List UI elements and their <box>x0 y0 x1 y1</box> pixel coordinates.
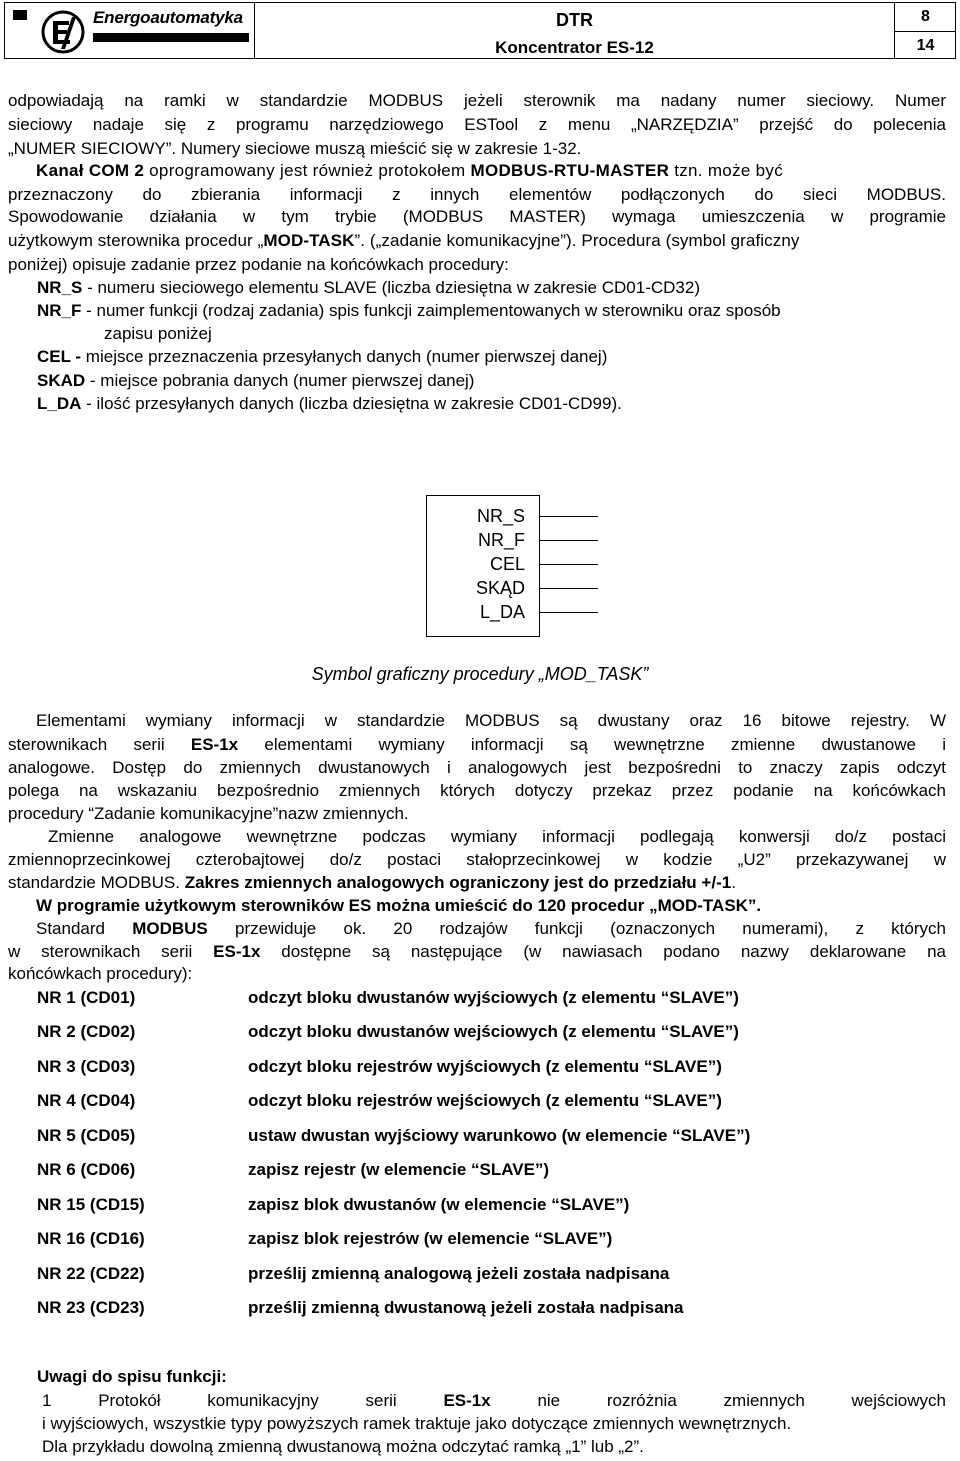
text-line: procedury “Zadanie komunikacyjne”nazw zmiennych. <box>8 804 409 823</box>
text-span: 1 Protokół komunikacyjny serii <box>42 1391 444 1410</box>
text-line <box>8 230 946 251</box>
text-span: sterownikach serii <box>8 735 191 754</box>
definition-nr-s <box>37 277 960 298</box>
note-line <box>42 1390 946 1411</box>
text-line: końcówkach procedury): <box>8 964 193 983</box>
function-code: NR 6 (CD06) <box>37 1160 136 1179</box>
definition-text: - ilość przesyłanych danych (liczba dziesiętna w zakresie CD01-CD99). <box>81 394 622 413</box>
text-line: sieciowy nadaje się z programu narzędziowego ESTool z menu „NARZĘDZIA” przejść do polecenia <box>8 115 946 134</box>
logo-bar-right <box>93 33 249 42</box>
company-logo-icon <box>39 9 87 55</box>
symbol-terminal-line <box>540 588 598 589</box>
text-span: standardzie MODBUS. <box>8 873 185 892</box>
header-page-cell <box>895 3 956 58</box>
text-line: Elementami wymiany informacji w standardzie MODBUS są dwustany oraz 16 bitowe rejestry. W <box>36 711 946 730</box>
function-description: zapisz blok dwustanów (w elemencie “SLAVE”) <box>248 1195 630 1214</box>
text-span: . <box>731 873 736 892</box>
function-description: prześlij zmienną dwustanową jeżeli została nadpisana <box>248 1298 684 1317</box>
definition-text: miejsce przeznaczenia przesyłanych danych (numer pierwszej danej) <box>81 347 608 366</box>
text-line: analogowe. Dostęp do zmiennych dwustanowych i analogowych jest bezpośredni to znaczy zapis odczyt <box>8 758 946 777</box>
function-description: zapisz blok rejestrów (w elemencie “SLAVE”) <box>248 1229 613 1248</box>
function-code: NR 5 (CD05) <box>37 1126 136 1145</box>
header-title-cell <box>255 3 895 58</box>
definition-skad <box>37 370 960 391</box>
notes-title: Uwagi do spisu funkcji: <box>37 1367 227 1386</box>
function-description: prześlij zmienną analogową jeżeli została nadpisana <box>248 1264 670 1283</box>
mod-task-symbol-box <box>426 495 540 637</box>
symbol-terminal-line <box>540 540 598 541</box>
text-line: zmiennoprzecinkowej czterobajtowej do/z postaci stałoprzecinkowej w kodzie „U2” przekazywanej w <box>8 850 946 869</box>
text-line: przeznaczony do zbierania informacji z innych elementów podłączonych do sieci MODBUS. <box>8 185 946 204</box>
text-line: W programie użytkowym sterowników ES można umieścić do 120 procedur „MOD-TASK”. <box>36 896 762 915</box>
definition-key: NR_S <box>37 278 83 297</box>
definition-l-da <box>37 393 960 414</box>
text-span: użytkowym sterownika procedur „ <box>8 231 264 250</box>
function-description: ustaw dwustan wyjściowy warunkowo (w elemencie “SLAVE”) <box>248 1126 751 1145</box>
text-line <box>8 734 946 755</box>
definition-text: - numer funkcji (rodzaj zadania) spis funkcji zaimplementowanych w sterowniku oraz sposób <box>81 301 781 320</box>
function-code: NR 2 (CD02) <box>37 1022 136 1041</box>
text-line: poniżej) opisuje zadanie przez podanie na końcówkach procedury: <box>8 255 509 274</box>
definition-continuation: zapisu poniżej <box>104 324 212 343</box>
function-code: NR 1 (CD01) <box>37 988 136 1007</box>
symbol-caption: Symbol graficzny procedury „MOD_TASK” <box>311 664 649 684</box>
text-line: Spowodowanie działania w tym trybie (MODBUS MASTER) wymaga umieszczenia w programie <box>8 207 946 226</box>
text-line: polega na wskazaniu bezpośrednio zmiennych których dotyczy przekaz przez podanie na końcówkach <box>8 781 946 800</box>
bold-text: Zakres zmiennych analogowych ograniczony jest do przedziału +/-1 <box>184 873 732 892</box>
function-code: NR 16 (CD16) <box>37 1229 145 1248</box>
text-span: tzn. może być <box>669 161 783 180</box>
function-code: NR 4 (CD04) <box>37 1091 136 1110</box>
symbol-label-skad: SKĄD <box>475 578 525 598</box>
text-line <box>8 872 946 893</box>
definition-text: - numeru sieciowego elementu SLAVE (liczba dziesiętna w zakresie CD01-CD32) <box>82 278 700 297</box>
page-header <box>4 2 956 59</box>
text-line: „NUMER SIECIOWY”. Numery sieciowe muszą mieścić się w zakresie 1-32. <box>8 139 582 158</box>
symbol-label-nr-s: NR_S <box>476 506 525 526</box>
definition-key: NR_F <box>37 301 82 320</box>
definition-cel <box>37 346 960 367</box>
bold-text: ES-1x <box>443 1391 491 1410</box>
bold-text: MODBUS-RTU-MASTER <box>470 161 670 180</box>
text-span: elementami wymiany informacji są wewnętrzne zmienne dwustanowe i <box>238 735 946 754</box>
note-line: i wyjściowych, wszystkie typy powyższych ramek traktuje jako dotyczące zmiennych wewnętrznych. <box>42 1414 792 1433</box>
document-type: DTR <box>556 10 593 30</box>
logo-bar-left <box>13 10 27 20</box>
text-span: oprogramowany jest również protokołem <box>144 161 471 180</box>
bold-text: ES-1x <box>190 735 239 754</box>
text-span: dostępne są następujące (w nawiasach podano nazwy deklarowane na <box>260 942 946 961</box>
function-code: NR 23 (CD23) <box>37 1298 145 1317</box>
definition-key: CEL - <box>37 347 82 366</box>
function-code: NR 22 (CD22) <box>37 1264 145 1283</box>
function-code: NR 3 (CD03) <box>37 1057 136 1076</box>
brand-name: Energoautomatyka <box>93 8 243 27</box>
definition-text: - miejsce pobrania danych (numer pierwszej danej) <box>85 371 475 390</box>
text-line: odpowiadają na ramki w standardzie MODBUS jeżeli sterownik ma nadany numer sieciowy. Numer <box>8 91 946 110</box>
symbol-terminal-line <box>540 612 598 613</box>
definition-key: SKAD <box>37 371 86 390</box>
note-line: Dla przykładu dowolną zmienną dwustanową można odczytać ramką „1” lub „2”. <box>42 1437 644 1456</box>
bold-text: Kanał COM 2 <box>36 161 145 180</box>
text-span: Standard <box>36 919 133 938</box>
bold-text: MOD-TASK <box>263 231 355 250</box>
symbol-label-cel: CEL <box>489 554 525 574</box>
symbol-label-nr-f: NR_F <box>477 530 525 550</box>
function-description: odczyt bloku dwustanów wyjściowych (z elementu “SLAVE”) <box>248 988 739 1007</box>
page-count: 14 <box>916 37 935 54</box>
header-logo-cell <box>5 3 255 58</box>
bold-text: MODBUS <box>132 919 208 938</box>
function-description: zapisz rejestr (w elemencie “SLAVE”) <box>248 1160 550 1179</box>
symbol-terminal-line <box>540 516 598 517</box>
symbol-label-l-da: L_DA <box>479 602 525 622</box>
text-line <box>8 941 946 962</box>
document-title: Koncentrator ES-12 <box>495 38 654 57</box>
page-number: 8 <box>895 3 956 32</box>
bold-text: ES-1x <box>213 942 261 961</box>
text-line <box>36 160 946 181</box>
function-code: NR 15 (CD15) <box>37 1195 145 1214</box>
text-line <box>36 918 946 939</box>
text-span: w sterownikach serii <box>8 942 214 961</box>
text-line: Zmienne analogowe wewnętrzne podczas wymiany informacji podlegają konwersji do/z postaci <box>48 827 946 846</box>
function-description: odczyt bloku rejestrów wyjściowych (z elementu “SLAVE”) <box>248 1057 722 1076</box>
text-span: przewiduje ok. 20 rodzajów funkcji (oznaczonych numerami), z których <box>207 919 946 938</box>
symbol-terminal-line <box>540 564 598 565</box>
function-description: odczyt bloku dwustanów wejściowych (z elementu “SLAVE”) <box>248 1022 739 1041</box>
definition-key: L_DA <box>37 394 82 413</box>
definition-nr-f <box>37 300 960 321</box>
function-description: odczyt bloku rejestrów wejściowych (z elementu “SLAVE”) <box>248 1091 722 1110</box>
text-span: nie rozróżnia zmiennych wejściowych <box>490 1391 946 1410</box>
text-span: ”. („zadanie komunikacyjne”). Procedura (symbol graficzny <box>354 231 800 250</box>
